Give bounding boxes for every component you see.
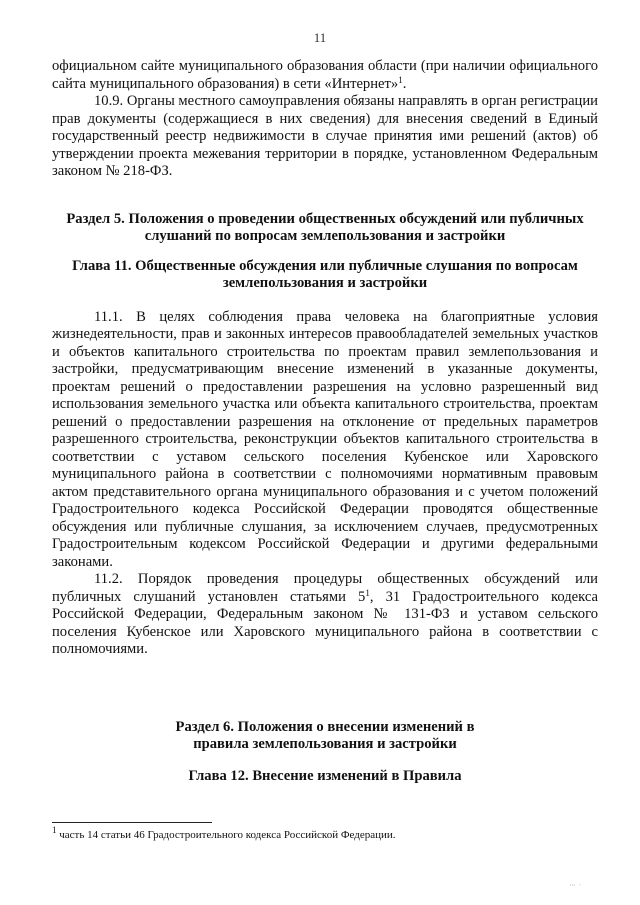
section-6-heading: Раздел 6. Положения о внесении изменений в правила землепользования и застройки xyxy=(175,718,475,752)
footnote xyxy=(52,825,598,842)
chapter-12-heading: Глава 12. Внесение изменений в Правила xyxy=(188,767,462,784)
paragraph-11-2-text-b: , 31 Градостроительного кодекса Российской Федерации, Федеральным законом № 131-ФЗ и уставом сельского поселения Кубенское или Харовского муниципального района в соответствии с полномочиями. xyxy=(52,588,598,657)
document-body xyxy=(52,58,598,785)
paragraph-continuation xyxy=(52,58,598,93)
paragraph-continuation-end: . xyxy=(402,75,407,92)
paragraph-11-2-text-a: 11.2. Порядок проведения процедуры общественных обсуждений или публичных слушаний установлен статьями 5 xyxy=(52,571,598,605)
paragraph-continuation-text: официальном сайте муниципального образования области (при наличии официального сайта муниципального образования) в сети «Интернет» xyxy=(52,58,598,92)
section-5-heading: Раздел 5. Положения о проведении общественных обсуждений или публичных слушаний по вопросам землепользования и застройки xyxy=(66,210,584,244)
page-number: 11 xyxy=(313,30,327,45)
paragraph-11-1: 11.1. В целях соблюдения права человека на благоприятные условия жизнедеятельности, прав и законных интересов правообладателей земельных участков и объектов капитального строительства по проектам правил землепользования и застройки, предусматривающим внесение изменений в указанные документы, проектам решений о предоставлении разрешения на условно разрешенный вид использования земельного участка или объекта капитального строительства, проектам решений о предоставлении разрешения на отклонение от предельных параметров разрешенного строительства, реконструкции объектов капитального строительства в соответствии с уставом сельского поселения Кубенское или Харовского муниципального района в соответствии с полномочиями нормативным правовым актом представительного органа муниципального образования и с учетом положений Градостроительного кодекса Российской Федерации проводятся общественные обсуждения или публичные слушания, за исключением случаев, предусмотренных Градостроительным кодексом Российской Федерации и другими федеральными законами. xyxy=(52,308,598,570)
footnote-marker: 1 xyxy=(52,825,57,835)
footnote-separator xyxy=(52,822,212,823)
paragraph-11-2 xyxy=(52,571,598,659)
footnote-reference: 1 xyxy=(398,74,403,85)
chapter-11-heading: Глава 11. Общественные обсуждения или публичные слушания по вопросам землепользования и застройки xyxy=(72,257,578,291)
scan-corner-mark: ⋯ ⋅ xyxy=(569,882,582,889)
superscript-1: 1 xyxy=(365,587,370,598)
paragraph-10-9: 10.9. Органы местного самоуправления обязаны направлять в орган регистрации прав документы (содержащиеся в них сведения) для внесения сведений в Единый государственный реестр недвижимости в случае принятия ими решений (актов) об утверждении проекта межевания территории в порядке, установленном Федеральным законом № 218-ФЗ. xyxy=(52,93,598,179)
footnote-text: часть 14 статьи 46 Градостроительного кодекса Российской Федерации. xyxy=(56,829,396,841)
